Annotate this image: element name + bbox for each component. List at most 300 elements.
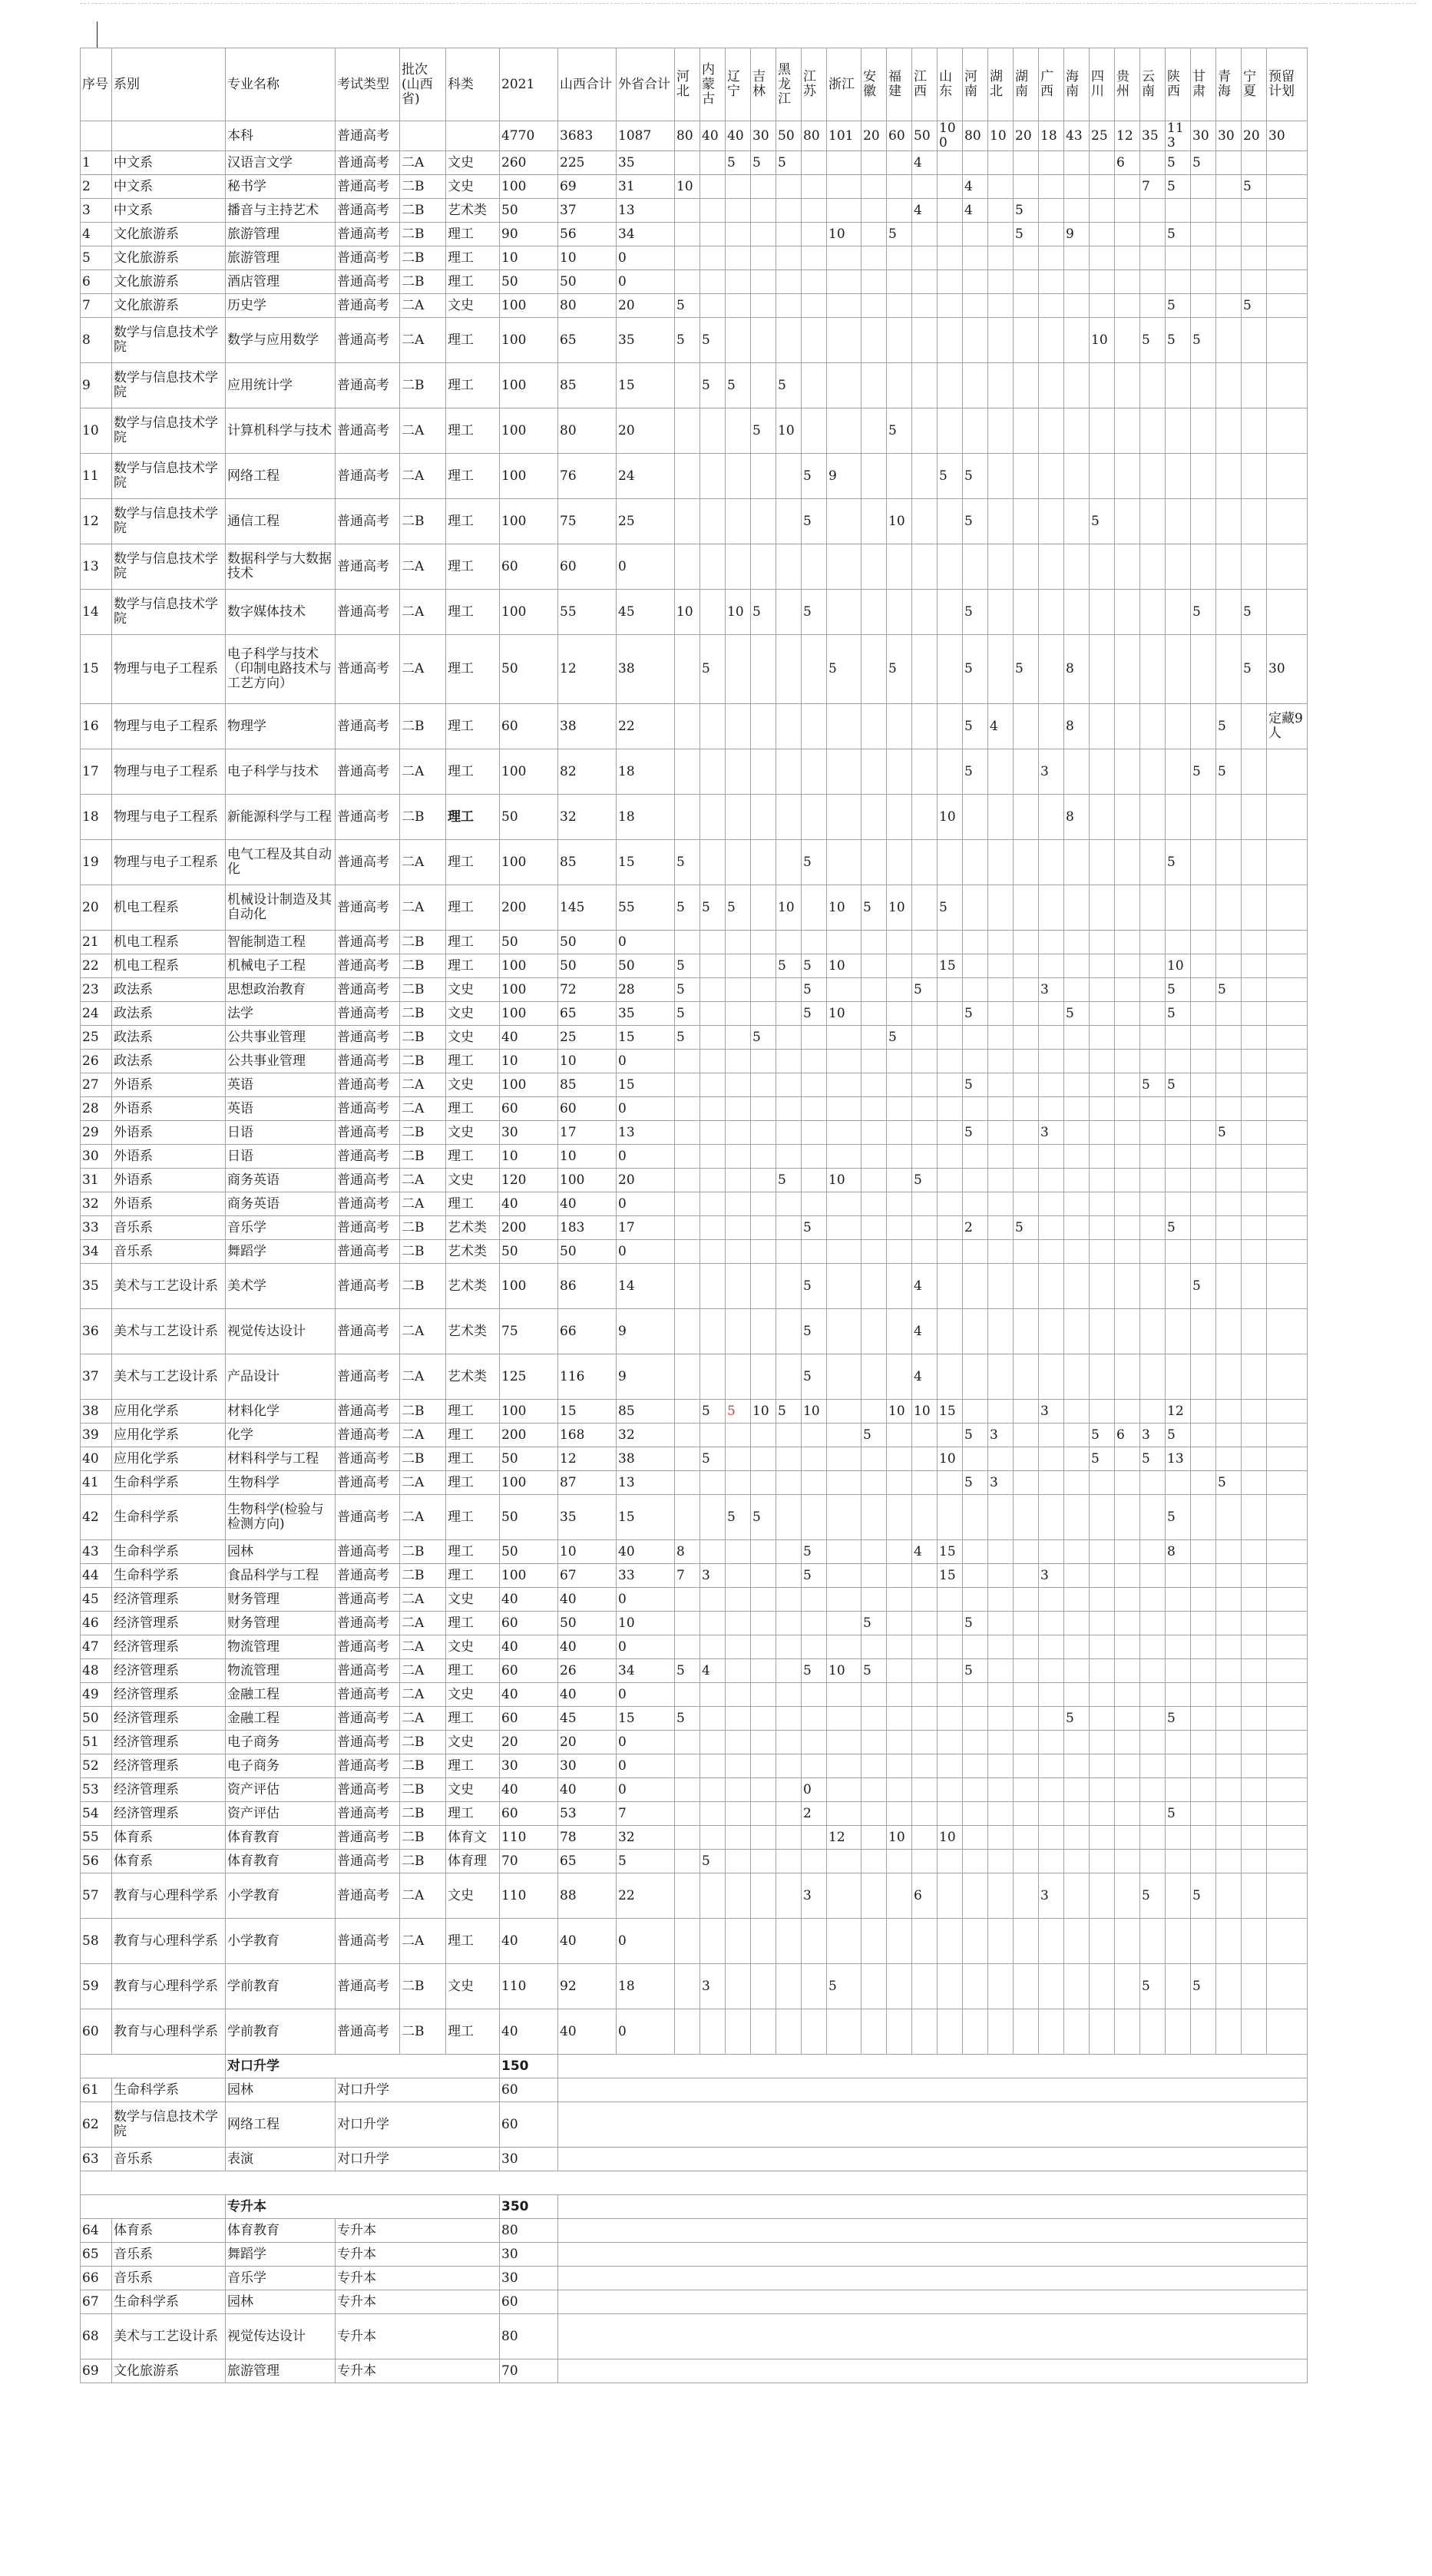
province-cell bbox=[1140, 1192, 1166, 1216]
province-cell bbox=[1064, 1424, 1090, 1447]
province-cell bbox=[1014, 1873, 1039, 1919]
province-cell: 5 bbox=[675, 978, 700, 1002]
province-cell bbox=[887, 544, 912, 590]
no-cell: 11 bbox=[81, 454, 112, 499]
province-cell bbox=[887, 931, 912, 954]
province-cell: 5 bbox=[1191, 749, 1216, 795]
province-cell bbox=[1039, 1026, 1064, 1050]
province-cell bbox=[1191, 1707, 1216, 1731]
shanxi-cell: 40 bbox=[558, 1919, 617, 1964]
province-cell bbox=[776, 1754, 802, 1778]
province-cell: 25 bbox=[1090, 121, 1115, 151]
no-cell: 68 bbox=[81, 2314, 112, 2359]
category-cell: 理工 bbox=[446, 246, 500, 270]
province-cell: 5 bbox=[675, 294, 700, 318]
province-cell bbox=[700, 454, 726, 499]
batch-cell: 二A bbox=[400, 1192, 446, 1216]
province-cell bbox=[802, 1026, 827, 1050]
province-cell bbox=[1039, 954, 1064, 978]
province-cell bbox=[862, 1802, 887, 1826]
category-cell: 理工 bbox=[446, 885, 500, 931]
province-cell: 5 bbox=[776, 1169, 802, 1192]
shanxi-cell: 168 bbox=[558, 1424, 617, 1447]
province-cell bbox=[1242, 1850, 1267, 1873]
exam-cell: 对口升学 bbox=[336, 2148, 500, 2171]
province-cell bbox=[700, 1121, 726, 1145]
province-cell bbox=[1242, 223, 1267, 246]
province-cell bbox=[827, 544, 862, 590]
dept-cell: 数学与信息技术学院 bbox=[112, 363, 226, 408]
province-cell bbox=[963, 1540, 988, 1564]
province-cell: 20 bbox=[1242, 121, 1267, 151]
province-cell bbox=[1166, 1919, 1191, 1964]
province-cell: 5 bbox=[963, 1073, 988, 1097]
province-cell bbox=[700, 1216, 726, 1240]
province-cell bbox=[1267, 1050, 1308, 1073]
province-cell bbox=[1090, 590, 1115, 635]
no-cell: 20 bbox=[81, 885, 112, 931]
province-cell bbox=[1191, 1802, 1216, 1826]
province-cell bbox=[1166, 499, 1191, 544]
no-cell: 65 bbox=[81, 2243, 112, 2267]
no-cell: 54 bbox=[81, 1802, 112, 1826]
province-cell bbox=[862, 408, 887, 454]
province-cell bbox=[700, 1050, 726, 1073]
province-cell bbox=[751, 363, 776, 408]
province-cell: 5 bbox=[1090, 1447, 1115, 1471]
province-cell bbox=[1242, 1309, 1267, 1354]
province-cell: 5 bbox=[726, 1495, 751, 1540]
province-cell bbox=[912, 363, 938, 408]
other-cell: 15 bbox=[617, 1073, 675, 1097]
province-cell bbox=[1039, 1778, 1064, 1802]
province-cell bbox=[700, 2009, 726, 2055]
province-cell bbox=[726, 1216, 751, 1240]
province-cell: 5 bbox=[1090, 1424, 1115, 1447]
duikou-row bbox=[81, 2102, 1308, 2148]
no-cell: 64 bbox=[81, 2219, 112, 2243]
batch-cell: 二A bbox=[400, 749, 446, 795]
province-cell bbox=[1090, 1097, 1115, 1121]
province-cell bbox=[700, 1919, 726, 1964]
province-cell bbox=[827, 1447, 862, 1471]
province-cell bbox=[802, 1145, 827, 1169]
province-cell bbox=[938, 749, 963, 795]
exam-cell: 普通高考 bbox=[336, 704, 400, 749]
province-cell bbox=[1242, 954, 1267, 978]
dept-cell: 文化旅游系 bbox=[112, 270, 226, 294]
province-cell: 3 bbox=[1039, 1121, 1064, 1145]
province-cell bbox=[726, 246, 751, 270]
province-cell bbox=[675, 1447, 700, 1471]
province-cell: 101 bbox=[827, 121, 862, 151]
major-cell: 食品科学与工程 bbox=[226, 1564, 336, 1588]
province-cell bbox=[827, 199, 862, 223]
table-row bbox=[81, 1447, 1308, 1471]
province-cell bbox=[1216, 1659, 1242, 1683]
province-cell bbox=[912, 1097, 938, 1121]
province-cell bbox=[1039, 1216, 1064, 1240]
province-cell bbox=[827, 1400, 862, 1424]
province-cell bbox=[938, 1635, 963, 1659]
province-cell bbox=[1267, 840, 1308, 885]
province-cell bbox=[726, 1731, 751, 1754]
province-cell bbox=[751, 885, 776, 931]
province-cell bbox=[751, 1964, 776, 2009]
province-cell bbox=[776, 499, 802, 544]
province-cell bbox=[802, 1754, 827, 1778]
no-cell: 5 bbox=[81, 246, 112, 270]
major-cell: 英语 bbox=[226, 1097, 336, 1121]
province-cell bbox=[1115, 1919, 1140, 1964]
province-cell bbox=[726, 1002, 751, 1026]
province-cell bbox=[862, 1540, 887, 1564]
y2021-cell: 110 bbox=[500, 1964, 558, 2009]
province-cell bbox=[827, 294, 862, 318]
dept-cell: 生命科学系 bbox=[112, 2078, 226, 2102]
province-cell bbox=[1140, 199, 1166, 223]
province-cell: 10 bbox=[912, 1400, 938, 1424]
table-row bbox=[81, 1216, 1308, 1240]
province-cell bbox=[1115, 363, 1140, 408]
province-cell: 3 bbox=[1039, 749, 1064, 795]
province-cell bbox=[988, 1873, 1014, 1919]
province-cell bbox=[912, 1424, 938, 1447]
province-cell bbox=[938, 1424, 963, 1447]
province-cell bbox=[675, 2009, 700, 2055]
y2021-cell: 50 bbox=[500, 199, 558, 223]
province-cell: 5 bbox=[1166, 1424, 1191, 1447]
province-cell bbox=[1166, 885, 1191, 931]
province-cell bbox=[700, 1424, 726, 1447]
province-cell: 5 bbox=[827, 1964, 862, 2009]
province-cell bbox=[1191, 1564, 1216, 1588]
category-cell: 艺术类 bbox=[446, 1264, 500, 1309]
province-cell bbox=[862, 931, 887, 954]
province-cell bbox=[675, 1097, 700, 1121]
province-cell bbox=[862, 1495, 887, 1540]
province-cell bbox=[988, 1002, 1014, 1026]
category-cell: 文史 bbox=[446, 151, 500, 175]
dept-cell: 应用化学系 bbox=[112, 1447, 226, 1471]
province-cell bbox=[802, 1964, 827, 2009]
province-cell bbox=[938, 1495, 963, 1540]
batch-cell: 二B bbox=[400, 1731, 446, 1754]
no-cell: 43 bbox=[81, 1540, 112, 1564]
province-cell bbox=[700, 1802, 726, 1826]
province-cell bbox=[827, 1731, 862, 1754]
province-cell bbox=[802, 1097, 827, 1121]
province-cell bbox=[1014, 1471, 1039, 1495]
province-cell bbox=[675, 1216, 700, 1240]
province-cell bbox=[1090, 1635, 1115, 1659]
province-cell bbox=[1115, 1802, 1140, 1826]
header-cell: 吉林 bbox=[751, 48, 776, 121]
zhuanshengben-row bbox=[81, 2243, 1308, 2267]
province-cell bbox=[726, 795, 751, 840]
province-cell bbox=[963, 1447, 988, 1471]
province-cell bbox=[1267, 1073, 1308, 1097]
table-row bbox=[81, 294, 1308, 318]
province-cell bbox=[862, 454, 887, 499]
province-cell bbox=[726, 318, 751, 363]
province-cell bbox=[1090, 223, 1115, 246]
province-cell: 2 bbox=[963, 1216, 988, 1240]
province-cell: 60 bbox=[887, 121, 912, 151]
table-row bbox=[81, 704, 1308, 749]
province-cell: 5 bbox=[1014, 223, 1039, 246]
province-cell: 15 bbox=[938, 954, 963, 978]
province-cell: 5 bbox=[751, 1495, 776, 1540]
province-cell bbox=[1090, 454, 1115, 499]
province-cell bbox=[1267, 885, 1308, 931]
province-cell bbox=[776, 1564, 802, 1588]
province-cell bbox=[862, 1264, 887, 1309]
province-cell bbox=[1140, 1309, 1166, 1354]
exam-cell: 普通高考 bbox=[336, 223, 400, 246]
province-cell bbox=[1014, 1264, 1039, 1309]
province-cell bbox=[938, 1471, 963, 1495]
province-cell bbox=[887, 1778, 912, 1802]
province-cell bbox=[1039, 1826, 1064, 1850]
province-cell bbox=[1216, 635, 1242, 704]
table-row bbox=[81, 1564, 1308, 1588]
province-cell bbox=[802, 704, 827, 749]
province-cell bbox=[862, 1097, 887, 1121]
shanxi-cell: 3683 bbox=[558, 121, 617, 151]
province-cell bbox=[1115, 1873, 1140, 1919]
province-cell bbox=[862, 1964, 887, 2009]
province-cell bbox=[1216, 199, 1242, 223]
province-cell bbox=[1166, 795, 1191, 840]
category-cell: 理工 bbox=[446, 499, 500, 544]
province-cell: 10 bbox=[938, 795, 963, 840]
no-cell: 36 bbox=[81, 1309, 112, 1354]
blank-cell bbox=[558, 2290, 1308, 2314]
category-cell: 理工 bbox=[446, 1447, 500, 1471]
major-cell: 播音与主持艺术 bbox=[226, 199, 336, 223]
y2021-cell: 120 bbox=[500, 1169, 558, 1192]
province-cell: 30 bbox=[1216, 121, 1242, 151]
province-cell bbox=[827, 270, 862, 294]
province-cell bbox=[1090, 1873, 1115, 1919]
y2021-cell: 125 bbox=[500, 1354, 558, 1400]
exam-cell: 普通高考 bbox=[336, 1073, 400, 1097]
province-cell bbox=[827, 840, 862, 885]
no-cell: 4 bbox=[81, 223, 112, 246]
category-cell: 艺术类 bbox=[446, 1240, 500, 1264]
category-cell: 理工 bbox=[446, 1612, 500, 1635]
province-cell: 5 bbox=[802, 1659, 827, 1683]
province-cell bbox=[938, 223, 963, 246]
province-cell bbox=[1115, 1612, 1140, 1635]
province-cell bbox=[700, 223, 726, 246]
province-cell bbox=[938, 1192, 963, 1216]
province-cell bbox=[1242, 1050, 1267, 1073]
exam-cell: 普通高考 bbox=[336, 2009, 400, 2055]
province-cell bbox=[1242, 978, 1267, 1002]
province-cell bbox=[988, 885, 1014, 931]
dept-cell: 外语系 bbox=[112, 1073, 226, 1097]
province-cell bbox=[1064, 1754, 1090, 1778]
province-cell bbox=[1140, 1121, 1166, 1145]
major-cell: 材料化学 bbox=[226, 1400, 336, 1424]
province-cell: 5 bbox=[1242, 175, 1267, 199]
province-cell bbox=[862, 1447, 887, 1471]
y2021-cell: 60 bbox=[500, 704, 558, 749]
exam-cell: 普通高考 bbox=[336, 1050, 400, 1073]
province-cell bbox=[700, 1731, 726, 1754]
category-cell: 理工 bbox=[446, 454, 500, 499]
province-cell bbox=[938, 499, 963, 544]
province-cell bbox=[802, 1192, 827, 1216]
no-cell: 24 bbox=[81, 1002, 112, 1026]
province-cell bbox=[1090, 1495, 1115, 1540]
category-cell: 理工 bbox=[446, 635, 500, 704]
province-cell bbox=[675, 544, 700, 590]
header-cell: 安徽 bbox=[862, 48, 887, 121]
province-cell bbox=[1039, 1850, 1064, 1873]
province-cell bbox=[776, 175, 802, 199]
dept-cell: 数学与信息技术学院 bbox=[112, 408, 226, 454]
exam-cell: 普通高考 bbox=[336, 840, 400, 885]
exam-cell: 普通高考 bbox=[336, 1731, 400, 1754]
dept-cell: 音乐系 bbox=[112, 2148, 226, 2171]
header-cell: 青海 bbox=[1216, 48, 1242, 121]
province-cell bbox=[726, 1471, 751, 1495]
province-cell bbox=[1064, 294, 1090, 318]
province-cell: 30 bbox=[1267, 635, 1308, 704]
province-cell bbox=[887, 1707, 912, 1731]
province-cell bbox=[1014, 454, 1039, 499]
province-cell: 10 bbox=[988, 121, 1014, 151]
province-cell bbox=[1090, 885, 1115, 931]
province-cell bbox=[912, 1564, 938, 1588]
province-cell bbox=[938, 1354, 963, 1400]
province-cell bbox=[1166, 1873, 1191, 1919]
province-cell bbox=[1191, 931, 1216, 954]
province-cell: 5 bbox=[963, 1424, 988, 1447]
province-cell bbox=[1090, 795, 1115, 840]
no-cell: 61 bbox=[81, 2078, 112, 2102]
province-cell bbox=[1039, 635, 1064, 704]
province-cell bbox=[988, 954, 1014, 978]
province-cell bbox=[1242, 199, 1267, 223]
dept-cell: 文化旅游系 bbox=[112, 246, 226, 270]
exam-cell: 普通高考 bbox=[336, 1802, 400, 1826]
province-cell bbox=[1216, 1097, 1242, 1121]
no-cell: 57 bbox=[81, 1873, 112, 1919]
no-cell bbox=[81, 121, 112, 151]
province-cell bbox=[912, 454, 938, 499]
province-cell bbox=[1166, 454, 1191, 499]
province-cell bbox=[887, 1564, 912, 1588]
province-cell bbox=[1216, 544, 1242, 590]
other-cell: 0 bbox=[617, 1754, 675, 1778]
province-cell bbox=[1039, 246, 1064, 270]
batch-cell: 二B bbox=[400, 1145, 446, 1169]
exam-cell: 普通高考 bbox=[336, 1216, 400, 1240]
province-cell bbox=[1115, 1471, 1140, 1495]
province-cell bbox=[1039, 223, 1064, 246]
province-cell: 10 bbox=[802, 1400, 827, 1424]
province-cell bbox=[1090, 635, 1115, 704]
province-cell bbox=[912, 1707, 938, 1731]
province-cell bbox=[776, 1002, 802, 1026]
province-cell bbox=[1064, 931, 1090, 954]
major-cell: 网络工程 bbox=[226, 454, 336, 499]
province-cell bbox=[1014, 1588, 1039, 1612]
province-cell: 5 bbox=[751, 151, 776, 175]
zhuanshengben-row bbox=[81, 2314, 1308, 2359]
province-cell bbox=[1014, 1169, 1039, 1192]
table-row bbox=[81, 1919, 1308, 1964]
province-cell bbox=[963, 1145, 988, 1169]
exam-cell: 普通高考 bbox=[336, 978, 400, 1002]
major-cell: 日语 bbox=[226, 1145, 336, 1169]
table-row bbox=[81, 1495, 1308, 1540]
province-cell bbox=[1064, 1826, 1090, 1850]
shanxi-cell: 20 bbox=[558, 1731, 617, 1754]
y2021-cell: 100 bbox=[500, 499, 558, 544]
province-cell bbox=[751, 1121, 776, 1145]
batch-cell: 二B bbox=[400, 1264, 446, 1309]
other-cell: 50 bbox=[617, 954, 675, 978]
province-cell bbox=[802, 1447, 827, 1471]
major-cell: 资产评估 bbox=[226, 1778, 336, 1802]
province-cell: 6 bbox=[912, 1873, 938, 1919]
province-cell bbox=[938, 1754, 963, 1778]
province-cell bbox=[1090, 749, 1115, 795]
province-cell bbox=[827, 1588, 862, 1612]
province-cell bbox=[963, 1026, 988, 1050]
province-cell: 5 bbox=[1140, 1073, 1166, 1097]
province-cell bbox=[1039, 1919, 1064, 1964]
shanxi-cell: 26 bbox=[558, 1659, 617, 1683]
province-cell bbox=[887, 1635, 912, 1659]
province-cell bbox=[1216, 1731, 1242, 1754]
table-row bbox=[81, 2009, 1308, 2055]
province-cell: 10 bbox=[776, 885, 802, 931]
exam-cell: 专升本 bbox=[336, 2267, 500, 2290]
other-cell: 31 bbox=[617, 175, 675, 199]
province-cell bbox=[700, 954, 726, 978]
category-cell: 艺术类 bbox=[446, 199, 500, 223]
province-cell bbox=[1216, 363, 1242, 408]
province-cell bbox=[887, 1424, 912, 1447]
province-cell bbox=[1242, 1873, 1267, 1919]
province-cell bbox=[938, 1309, 963, 1354]
y2021-cell: 60 bbox=[500, 544, 558, 590]
province-cell bbox=[751, 704, 776, 749]
y2021-cell: 40 bbox=[500, 1919, 558, 1964]
province-cell bbox=[938, 1964, 963, 2009]
province-cell: 5 bbox=[862, 1612, 887, 1635]
province-cell: 5 bbox=[675, 1002, 700, 1026]
province-cell bbox=[776, 704, 802, 749]
batch-cell: 二B bbox=[400, 1754, 446, 1778]
province-cell bbox=[938, 270, 963, 294]
table-row bbox=[81, 749, 1308, 795]
province-cell bbox=[675, 1471, 700, 1495]
province-cell bbox=[675, 1683, 700, 1707]
category-cell: 艺术类 bbox=[446, 1354, 500, 1400]
province-cell bbox=[1166, 1240, 1191, 1264]
blank-cell bbox=[558, 2314, 1308, 2359]
province-cell bbox=[726, 294, 751, 318]
province-cell bbox=[912, 1612, 938, 1635]
province-cell bbox=[1014, 544, 1039, 590]
